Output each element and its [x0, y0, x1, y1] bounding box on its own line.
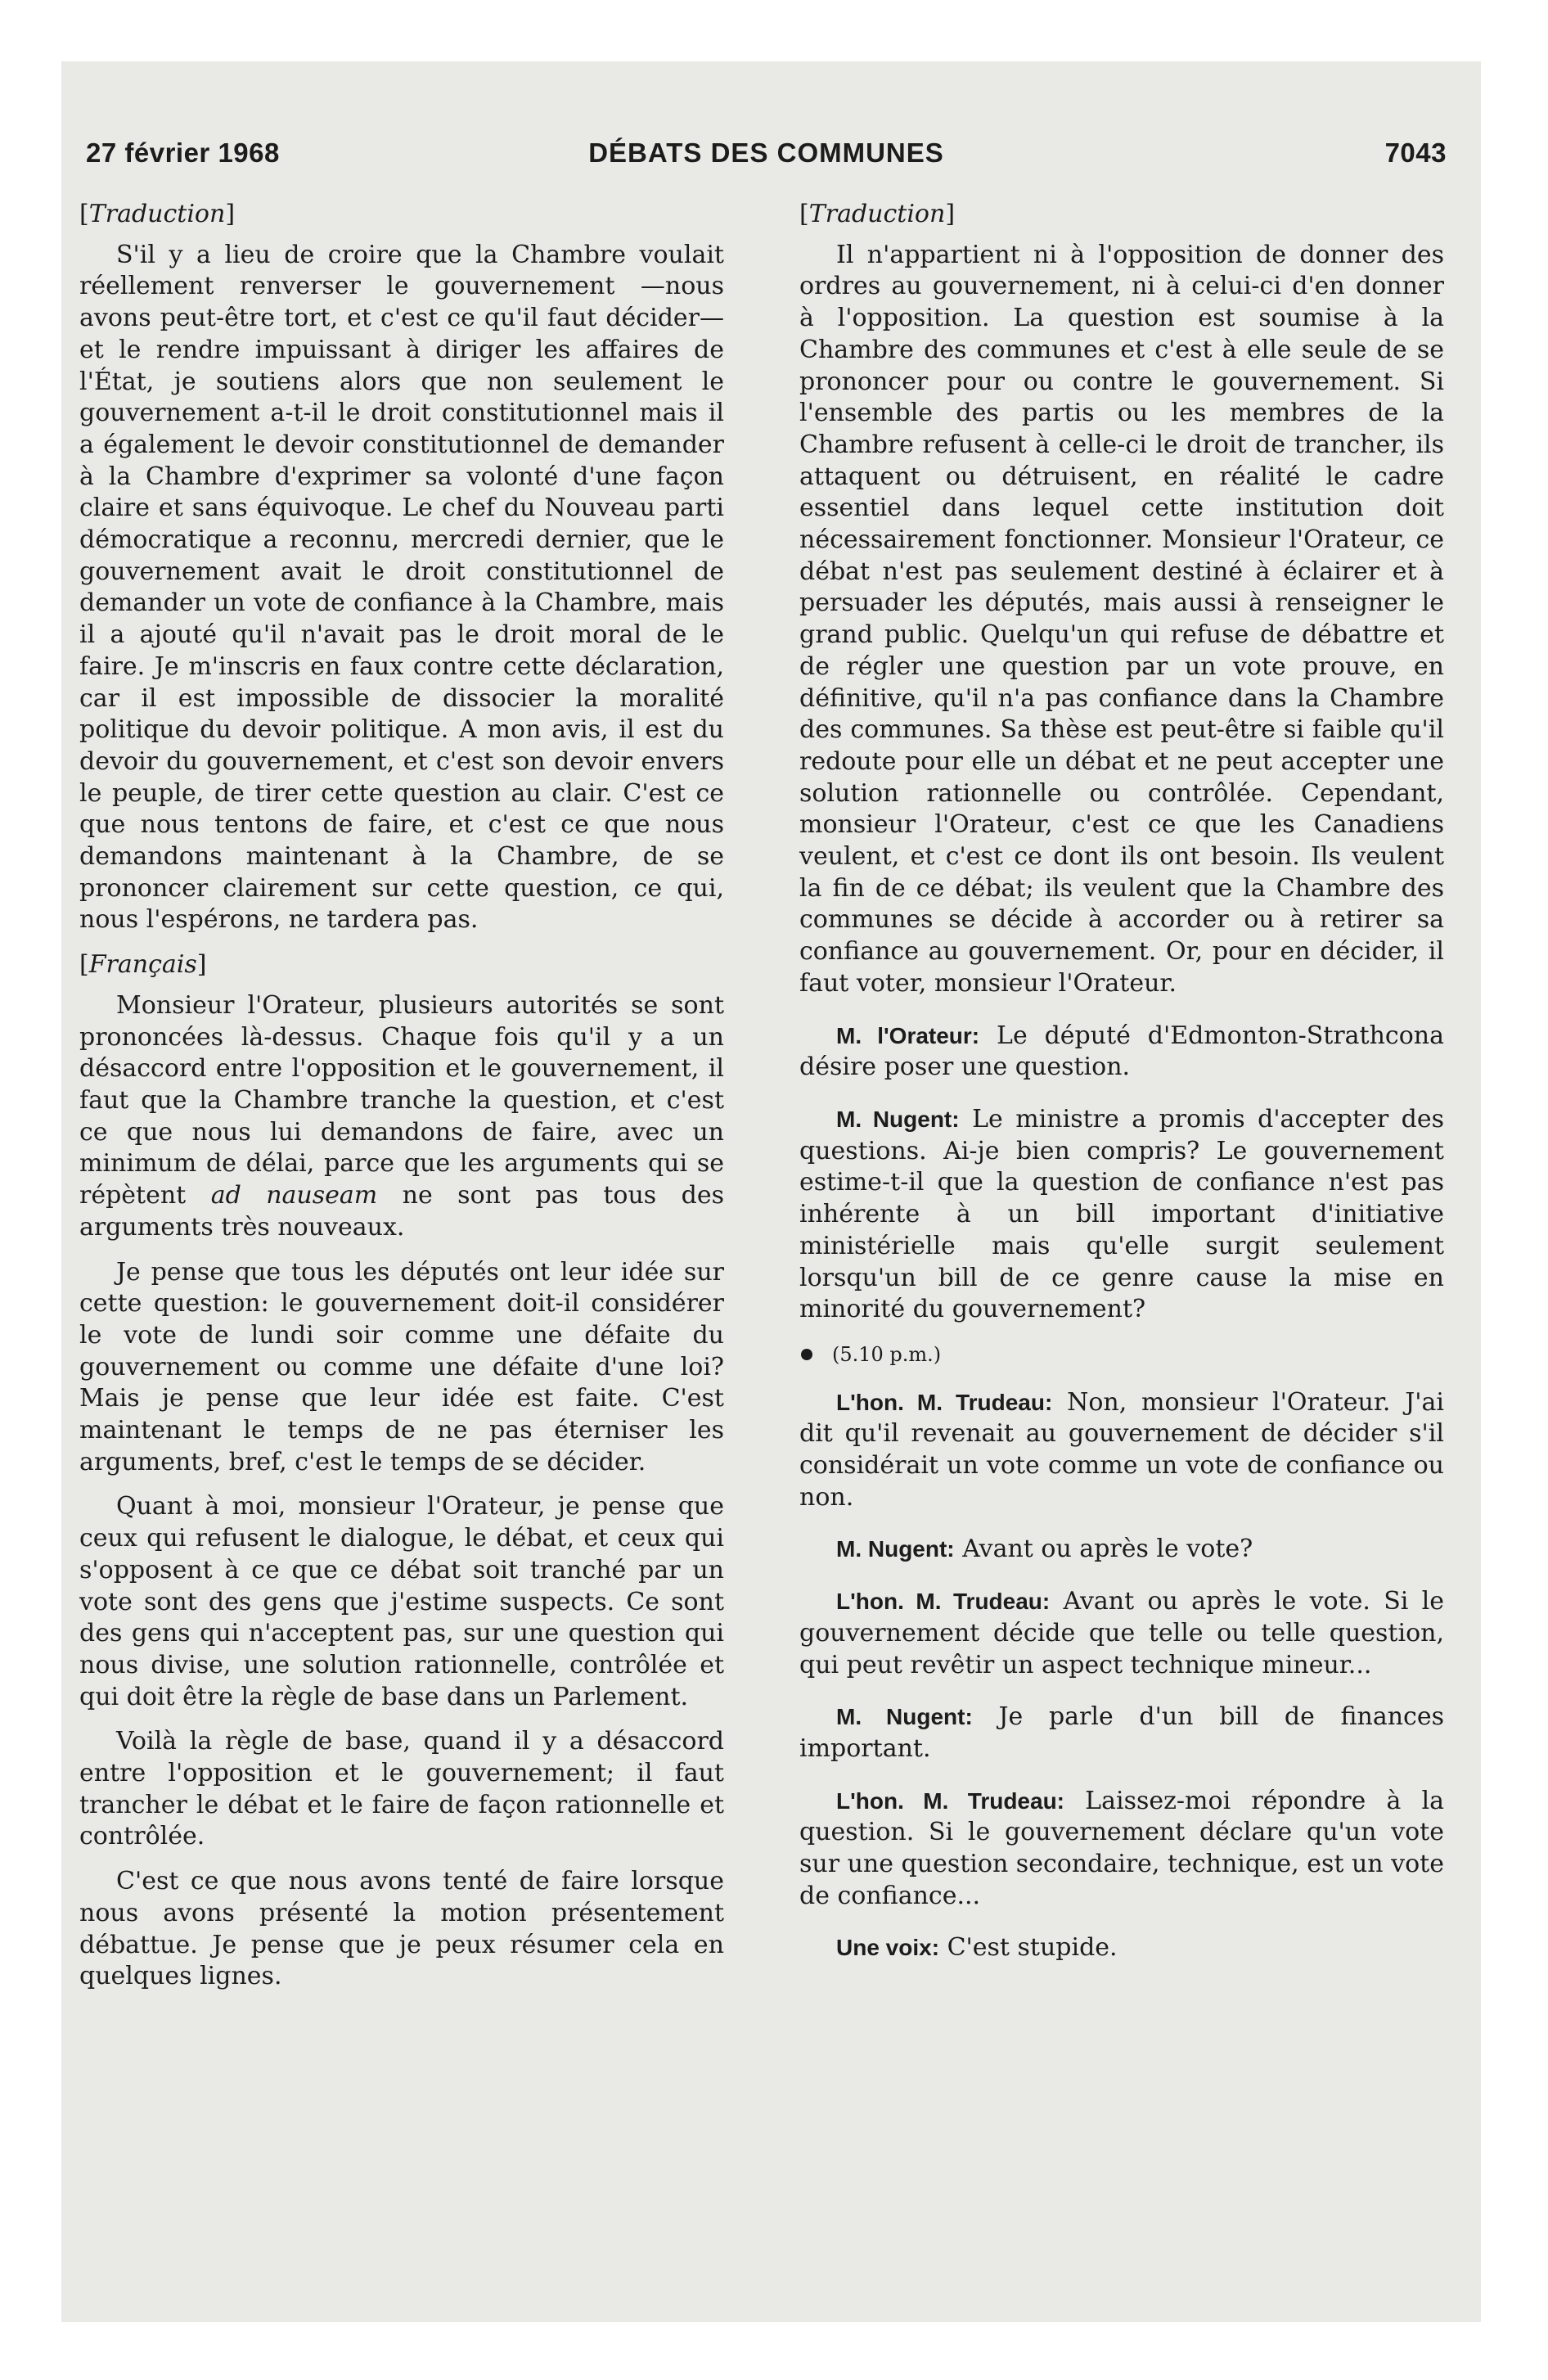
speech: Une voix: C'est stupide. [836, 1933, 1118, 1963]
left-column [79, 199, 724, 2006]
paragraph: C'est ce que nous avons tenté de faire lorsque nous avons présenté la motion présentement débattue. Je pense que je peux résumer cela en quelques lignes. [79, 1867, 724, 1991]
speaker-name: L'hon. M. Trudeau: [836, 1787, 1064, 1814]
paragraph: Voilà la règle de base, quand il y a désaccord entre l'opposition et le gouvernement; il faut trancher le débat et le faire de façon rationnelle et contrôlée. [79, 1727, 724, 1851]
speaker-name: M. l'Orateur: [836, 1022, 980, 1048]
speaker-name: L'hon. M. Trudeau: [836, 1389, 1053, 1415]
right-column [799, 199, 1444, 1985]
speech: M. Nugent: Le ministre a promis d'accepter des questions. Ai-je bien compris? Le gouvernement estime-t-il que la question de confiance n'est pas inhérente à un bill important d'initiative ministérielle mais qu'elle surgit seulement lorsqu'un bill de ce genre cause la mise en minorité du gouvernement? [799, 1104, 1444, 1324]
section-tag-traduction: [Traduction] [79, 200, 236, 228]
section-tag-traduction: [Traduction] [799, 200, 956, 228]
bullet-icon [801, 1349, 812, 1360]
speaker-name: L'hon. M. Trudeau: [836, 1589, 1051, 1615]
speech: L'hon. M. Trudeau: Avant ou après le vote. Si le gouvernement décide que telle ou telle question, qui peut revêtir un aspect technique mineur... [799, 1587, 1444, 1679]
page-number: 7043 [1384, 137, 1447, 168]
section-tag-francais: [Français] [79, 950, 207, 980]
speaker-name: M. Nugent: [836, 1536, 955, 1562]
paragraph: Il n'appartient ni à l'opposition de donner des ordres au gouvernement, ni à celui-ci d'en donner à l'opposition. La question est soumise à la Chambre des communes et c'est à elle seule de se prononcer pour ou contre le gouvernement. Si l'ensemble des partis ou les membres de la Chambre refusent à celle-ci le droit de trancher, ils attaquent ou détruisent, en réalité le cadre essentiel dans lequel cette institution doit nécessairement fonctionner. Monsieur l'Orateur, ce débat n'est pas seulement destiné à éclairer et à persuader les députés, mais aussi à renseigner le grand public. Quelqu'un qui refuse de débattre et de régler une question par un vote prouve, en définitive, qu'il n'a pas confiance dans la Chambre des communes. Sa thèse est peut-être si faible qu'il redoute pour elle un débat et ne peut accepter une solution rationnelle ou contrôlée. Cependant, monsieur l'Orateur, c'est ce que les Canadiens veulent, et c'est ce dont ils ont besoin. Ils veulent la fin de ce débat; ils veulent que la Chambre des communes se décide à accorder ou à retirer sa confiance au gouvernement. Or, pour en décider, il faut voter, monsieur l'Orateur. [799, 240, 1444, 998]
header-date: 27 février 1968 [86, 137, 280, 168]
speech: M. Nugent: Je parle d'un bill de finances important. [799, 1702, 1444, 1763]
speaker-name: M. Nugent: [836, 1106, 960, 1132]
speech: M. l'Orateur: Le député d'Edmonton-Strathcona désire poser une question. [799, 1021, 1444, 1082]
speech: L'hon. M. Trudeau: Laissez-moi répondre à la question. Si le gouvernement déclare qu'un vote sur une question secondaire, technique, est un vote de confiance... [799, 1786, 1444, 1910]
speaker-name: Une voix: [836, 1935, 940, 1961]
speaker-name: M. Nugent: [836, 1704, 973, 1730]
paragraph: S'il y a lieu de croire que la Chambre voulait réellement renverser le gouvernement —nous avons peut-être tort, et c'est ce qu'il faut décider—et le rendre impuissant à diriger les affaires de l'État, je soutiens alors que non seulement le gouvernement a-t-il le droit constitutionnel mais il a également le devoir constitutionnel de demander à la Chambre d'exprimer sa volonté d'une façon claire et sans équivoque. Le chef du Nouveau parti démocratique a reconnu, mercredi dernier, que le gouvernement avait le droit constitutionnel de demander un vote de confiance à la Chambre, mais il a ajouté qu'il n'avait pas le droit moral de le faire. Je m'inscris en faux contre cette déclaration, car il est impossible de dissocier la moralité politique du devoir politique. A mon avis, il est du devoir du gouvernement, et c'est son devoir envers le peuple, de tirer cette question au clair. C'est ce que nous tentons de faire, et c'est ce que nous demandons maintenant à la Chambre, de se prononcer clairement sur cette question, ce qui, nous l'espérons, ne tardera pas. [79, 240, 724, 935]
timestamp: (5.10 p.m.) [799, 1339, 1444, 1371]
speech: M. Nugent: Avant ou après le vote? [836, 1535, 1253, 1564]
paragraph: Je pense que tous les députés ont leur idée sur cette question: le gouvernement doit-il considérer le vote de lundi soir comme une défaite du gouvernement ou comme une défaite d'une loi? Mais je pense que leur idée est faite. C'est maintenant le temps de ne pas éterniser les arguments, bref, c'est le temps de se décider. [79, 1257, 724, 1476]
latin-phrase: ad nauseam [210, 1181, 378, 1210]
speech: L'hon. M. Trudeau: Non, monsieur l'Orateur. J'ai dit qu'il revenait au gouvernement de décider s'il considérait un vote comme un vote de confiance ou non. [799, 1387, 1444, 1512]
paragraph: Monsieur l'Orateur, plusieurs autorités se sont prononcées là-dessus. Chaque fois qu'il y a un désaccord entre l'opposition et le gouvernement, il faut que la Chambre tranche la question, et c'est ce que nous lui demandons de faire, avec un minimum de délai, parce que les arguments qui se répètent ad nauseam ne sont pas tous des arguments très nouveaux. [79, 990, 724, 1242]
header-title: DÉBATS DES COMMUNES [588, 137, 944, 168]
running-header [86, 137, 1447, 174]
paragraph: Quant à moi, monsieur l'Orateur, je pense que ceux qui refusent le dialogue, le débat, et ceux qui s'opposent à ce que ce débat soit tranché par un vote sont des gens que j'estime suspects. Ce sont des gens qui n'acceptent pas, sur une question qui nous divise, une solution rationnelle, contrôlée et qui doit être la règle de base dans un Parlement. [79, 1492, 724, 1711]
